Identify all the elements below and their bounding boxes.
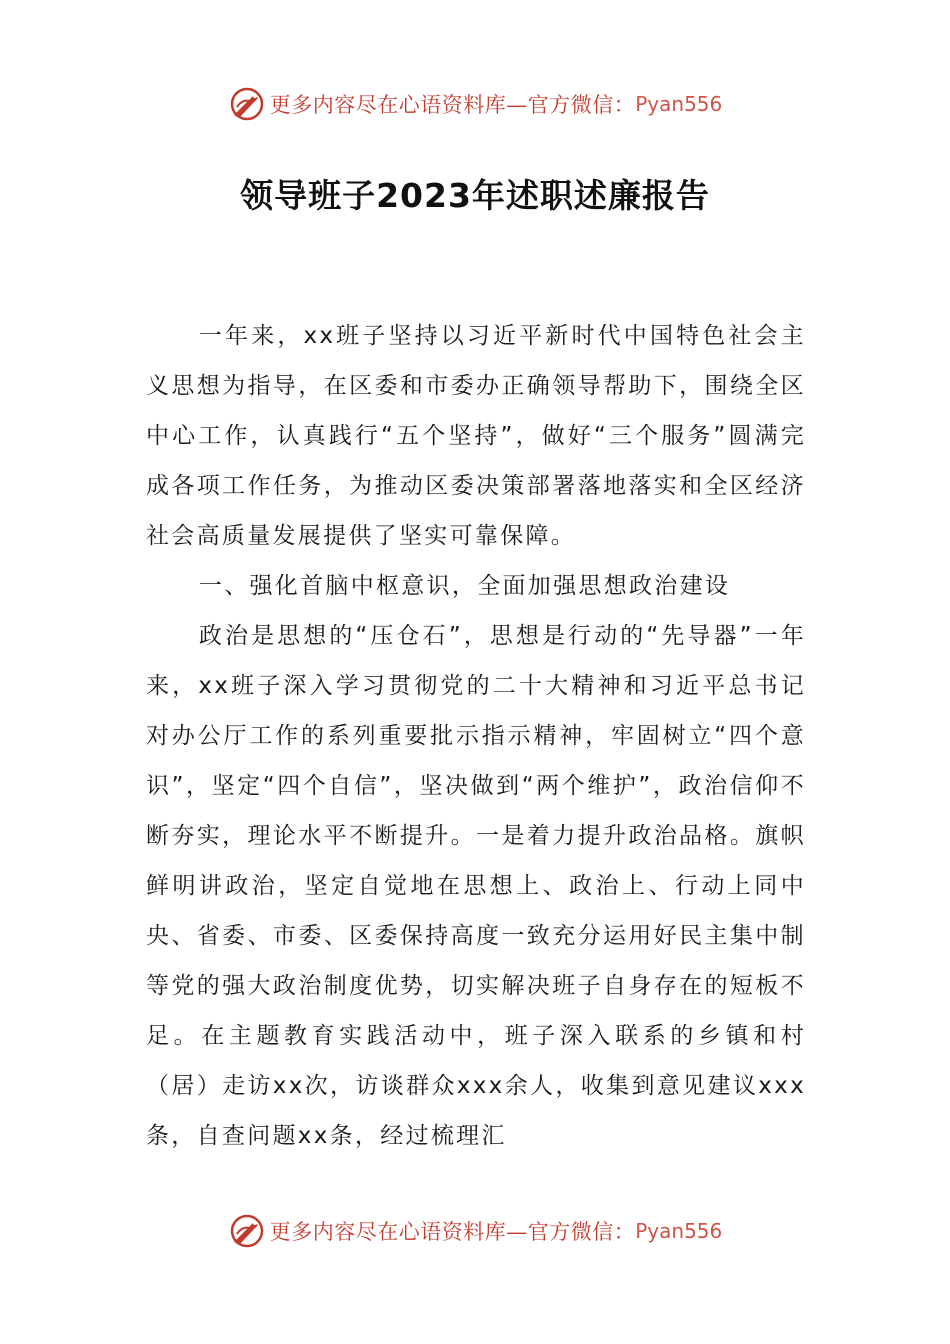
banner-slogan: 更多内容尽在心语资料库—官方微信： xyxy=(269,1220,636,1244)
document-body xyxy=(146,311,806,1161)
banner-slogan: 更多内容尽在心语资料库—官方微信： xyxy=(269,93,636,117)
section-heading-1: 一、强化首脑中枢意识，全面加强思想政治建设 xyxy=(198,573,731,599)
paragraph-section-1: 政治是思想的“压仓石”，思想是行动的“先导器”一年来，xx班子深入学习贯彻党的二十大精神和习近平总书记对办公厅工作的系列重要批示指示精神，牢固树立“四个意识”，坚定“四个自信”，坚决做到“两个维护”，政治信仰不断夯实，理论水平不断提升。一是着力提升政治品格。旗帜鲜明讲政治，坚定自觉地在思想上、政治上、行动上同中央、省委、市委、区委保持高度一致充分运用好民主集中制等党的强大政治制度优势，切实解决班子自身存在的短板不足。在主题教育实践活动中，班子深入联系的乡镇和村（居）走访xx次，访谈群众xxx余人，收集到意见建议xxx条，自查问题xx条，经过梳理汇 xyxy=(146,623,806,1149)
paragraph-intro: 一年来，xx班子坚持以习近平新时代中国特色社会主义思想为指导，在区委和市委办正确领导帮助下，围绕全区中心工作，认真践行“五个坚持”，做好“三个服务”圆满完成各项工作任务，为推动区委决策部署落地落实和全区经济社会高质量发展提供了坚实可靠保障。 xyxy=(146,323,806,549)
header-banner xyxy=(0,82,950,126)
banner-wechat-id: Pyan556 xyxy=(635,92,723,116)
pen-nib-logo-icon xyxy=(228,85,266,123)
footer-banner xyxy=(0,1209,950,1253)
banner-wechat-id: Pyan556 xyxy=(635,1219,723,1243)
document-title: 领导班子2023年述职述廉报告 xyxy=(240,176,710,215)
pen-nib-logo-icon xyxy=(228,1212,266,1250)
